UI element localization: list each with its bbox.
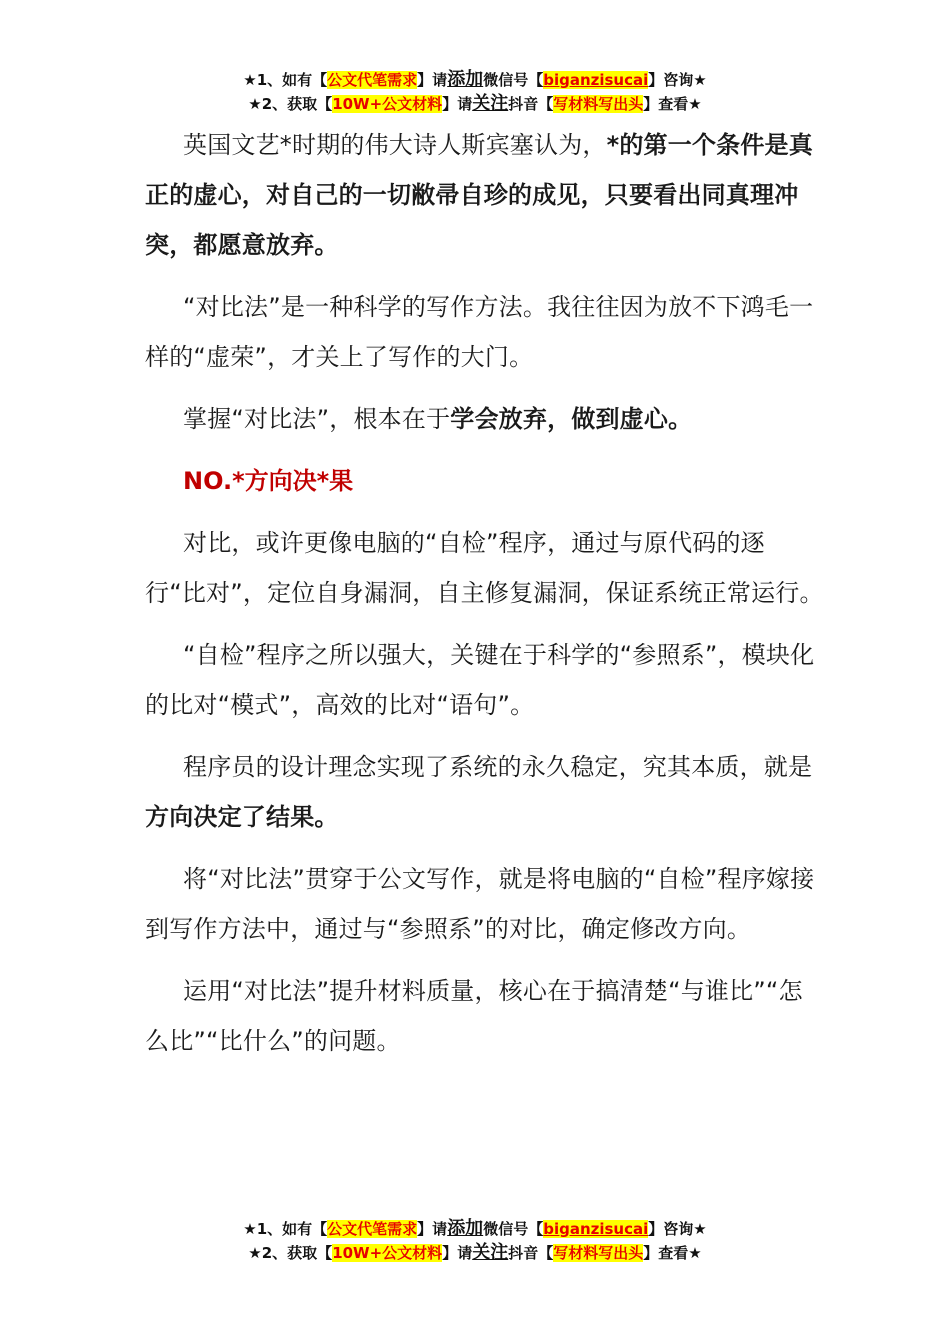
banner-text: 】查看★ — [643, 1244, 702, 1262]
wechat-id[interactable]: biganzisucai — [543, 1220, 649, 1238]
emphasis-follow: 关注 — [472, 93, 509, 114]
emphasis-follow: 关注 — [472, 1242, 509, 1263]
banner-text: 】请 — [417, 1220, 448, 1238]
paragraph-5 — [145, 630, 825, 730]
douyin-id[interactable]: 写材料写出头 — [553, 1244, 644, 1262]
paragraph-text: 英国文艺*时期的伟大诗人斯宾塞认为， — [183, 131, 607, 159]
paragraph-text: “自检”程序之所以强大，关键在于科学的“参照系”，模块化的比对“模式”，高效的比对“语句”。 — [145, 641, 815, 719]
banner-line-1 — [0, 1217, 950, 1241]
emphasis-add: 添加 — [447, 69, 484, 90]
douyin-id[interactable]: 写材料写出头 — [553, 95, 644, 113]
banner-line-1 — [0, 68, 950, 92]
banner-text: 】请 — [417, 71, 448, 89]
banner-text: ★1、如有【 — [243, 1220, 328, 1238]
paragraph-text: 对比，或许更像电脑的“自检”程序，通过与原代码的逐行“比对”，定位自身漏洞，自主修复漏洞，保证系统正常运行。 — [145, 529, 824, 607]
tag-materials: 10W+公文材料 — [332, 95, 443, 113]
tag-ghostwriting: 公文代笔需求 — [327, 71, 418, 89]
wechat-id[interactable]: biganzisucai — [543, 71, 649, 89]
banner-text: 】咨询★ — [648, 71, 707, 89]
paragraph-text: 掌握“对比法”，根本在于 — [183, 405, 451, 433]
paragraph-text: 将“对比法”贯穿于公文写作，就是将电脑的“自检”程序嫁接到写作方法中，通过与“参照系”的对比，确定修改方向。 — [145, 865, 815, 943]
banner-text: 】查看★ — [643, 95, 702, 113]
banner-text: ★2、获取【 — [248, 95, 333, 113]
banner-line-2 — [0, 1241, 950, 1265]
paragraph-text: “对比法”是一种科学的写作方法。我往往因为放不下鸿毛一样的“虚荣”，才关上了写作的大门。 — [145, 293, 814, 371]
emphasis-add: 添加 — [447, 1218, 484, 1239]
paragraph-4 — [145, 518, 825, 618]
banner-text: ★1、如有【 — [243, 71, 328, 89]
tag-ghostwriting: 公文代笔需求 — [327, 1220, 418, 1238]
paragraph-3 — [145, 394, 825, 444]
article-body — [145, 120, 825, 1078]
banner-text: ★2、获取【 — [248, 1244, 333, 1262]
banner-text: 抖音【 — [508, 1244, 554, 1262]
paragraph-6 — [145, 742, 825, 842]
paragraph-2 — [145, 282, 825, 382]
paragraph-text: 程序员的设计理念实现了系统的永久稳定，究其本质，就是 — [183, 753, 813, 781]
banner-line-2 — [0, 92, 950, 116]
banner-text: 微信号【 — [483, 71, 544, 89]
paragraph-1 — [145, 120, 825, 270]
paragraph-bold: 方向决定了结果。 — [145, 803, 339, 831]
header-banner — [0, 68, 950, 116]
paragraph-bold: 学会放弃，做到虚心。 — [450, 405, 693, 433]
section-heading: NO.*方向决*果 — [183, 467, 354, 495]
banner-text: 】请 — [442, 95, 473, 113]
banner-text: 微信号【 — [483, 1220, 544, 1238]
banner-text: 】咨询★ — [648, 1220, 707, 1238]
paragraph-text: 运用“对比法”提升材料质量，核心在于搞清楚“与谁比”“怎么比”“比什么”的问题。 — [145, 977, 803, 1055]
paragraph-7 — [145, 854, 825, 954]
tag-materials: 10W+公文材料 — [332, 1244, 443, 1262]
banner-text: 】请 — [442, 1244, 473, 1262]
paragraph-8 — [145, 966, 825, 1066]
paragraph-bold: *的第一个条件是真正的虚心，对自己的一切敝帚自珍的成见，只要看出同真理冲突，都愿意放弃。 — [145, 131, 813, 259]
banner-text: 抖音【 — [508, 95, 554, 113]
footer-banner — [0, 1217, 950, 1265]
